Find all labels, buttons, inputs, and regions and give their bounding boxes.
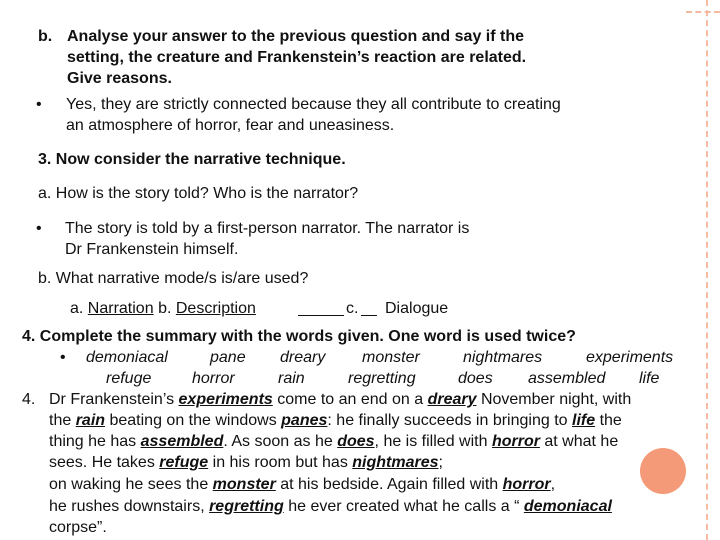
blank-line [298, 299, 344, 316]
option-description: Description [175, 300, 256, 317]
decorative-dashed-border [706, 0, 708, 540]
summary-text: sees. He takes [49, 454, 160, 471]
filled-word: assembled [140, 433, 224, 450]
summary-text: thing he has [49, 433, 141, 450]
word-bank-item: life [639, 370, 660, 387]
summary-text: come to an end on a [272, 391, 428, 408]
option-marker-c: c. [346, 300, 359, 317]
summary-line-4 [49, 453, 443, 473]
filled-word: does [337, 433, 375, 450]
summary-text: : he finally succeeds in bringing to [327, 412, 572, 429]
filled-word: horror [491, 433, 540, 450]
q3-heading: 3. Now consider the narrative technique. [38, 151, 346, 168]
word-bank-item: monster [362, 349, 420, 366]
filled-word: horror [502, 476, 551, 493]
q2b-line-3: Give reasons. [67, 70, 172, 87]
word-bank-item: assembled [528, 370, 606, 387]
q2b-marker: b. [38, 28, 53, 45]
option-narration: Narration [87, 300, 154, 317]
q2b-answer-line-1: Yes, they are strictly connected because they all contribute to creating [66, 96, 561, 113]
summary-text: . As soon as he [223, 433, 338, 450]
summary-text: at his bedside. Again filled with [275, 476, 503, 493]
summary-text: November night, with [476, 391, 632, 408]
bullet: • [60, 349, 66, 366]
word-bank-item: horror [192, 370, 235, 387]
option-dialogue: Dialogue [385, 300, 449, 317]
summary-text: ; [438, 454, 443, 471]
word-bank-row-1 [86, 348, 673, 368]
summary-number: 4. [22, 391, 36, 408]
word-bank-item: experiments [586, 349, 674, 366]
word-bank-row-2 [106, 369, 659, 389]
blank-line [361, 299, 377, 316]
option-marker-a: a. [70, 300, 88, 317]
summary-line-7 [49, 518, 107, 538]
decorative-dashed-corner [686, 11, 720, 13]
summary-text: , [550, 476, 556, 493]
decorative-circle [640, 448, 686, 494]
summary-line-3 [49, 432, 618, 452]
word-bank-item: nightmares [463, 349, 543, 366]
filled-word: refuge [159, 454, 209, 471]
summary-text: he ever created what he calls a “ [283, 498, 524, 515]
summary-text: he rushes downstairs, [49, 498, 210, 515]
summary-text: at what he [539, 433, 619, 450]
q3a-question: a. How is the story told? Who is the narrator? [38, 185, 359, 202]
summary-line-2 [49, 411, 622, 431]
summary-text: corpse”. [49, 519, 107, 536]
summary-line-1 [49, 390, 631, 410]
filled-word: regretting [209, 498, 284, 515]
word-bank-item: does [458, 370, 493, 387]
bullet: • [36, 220, 42, 237]
word-bank-item: demoniacal [86, 349, 168, 366]
summary-text: beating on the windows [105, 412, 282, 429]
summary-line-5 [49, 475, 555, 495]
q3a-answer-line-1: The story is told by a first-person narrator. The narrator is [65, 220, 470, 237]
filled-word: rain [75, 412, 106, 429]
q2b-line-1: Analyse your answer to the previous question and say if the [67, 28, 524, 45]
bullet: • [36, 96, 42, 113]
summary-text: the [595, 412, 622, 429]
summary-text: in his room but has [208, 454, 353, 471]
q2b-answer-line-2: an atmosphere of horror, fear and uneasiness. [66, 117, 395, 134]
word-bank-item: rain [278, 370, 305, 387]
summary-line-6 [49, 497, 612, 517]
filled-word: dreary [427, 391, 477, 408]
filled-word: panes [281, 412, 328, 429]
option-marker-b: b. [158, 300, 176, 317]
q4-heading: 4. Complete the summary with the words given. One word is used twice? [22, 328, 576, 345]
summary-text: Dr Frankenstein’s [49, 391, 179, 408]
q2b-line-2: setting, the creature and Frankenstein’s reaction are related. [67, 49, 527, 66]
q3b-options [70, 299, 256, 319]
summary-text: on waking he sees the [49, 476, 213, 493]
filled-word: life [572, 412, 596, 429]
summary-text: the [49, 412, 76, 429]
summary-text: , he is filled with [374, 433, 492, 450]
filled-word: experiments [178, 391, 273, 408]
word-bank-item: regretting [348, 370, 416, 387]
q3b-question: b. What narrative mode/s is/are used? [38, 270, 309, 287]
word-bank-item: refuge [106, 370, 152, 387]
word-bank-item: dreary [280, 349, 326, 366]
filled-word: monster [212, 476, 276, 493]
q3a-answer-line-2: Dr Frankenstein himself. [65, 241, 239, 258]
filled-word: demoniacal [523, 498, 612, 515]
filled-word: nightmares [352, 454, 439, 471]
word-bank-item: pane [210, 349, 246, 366]
